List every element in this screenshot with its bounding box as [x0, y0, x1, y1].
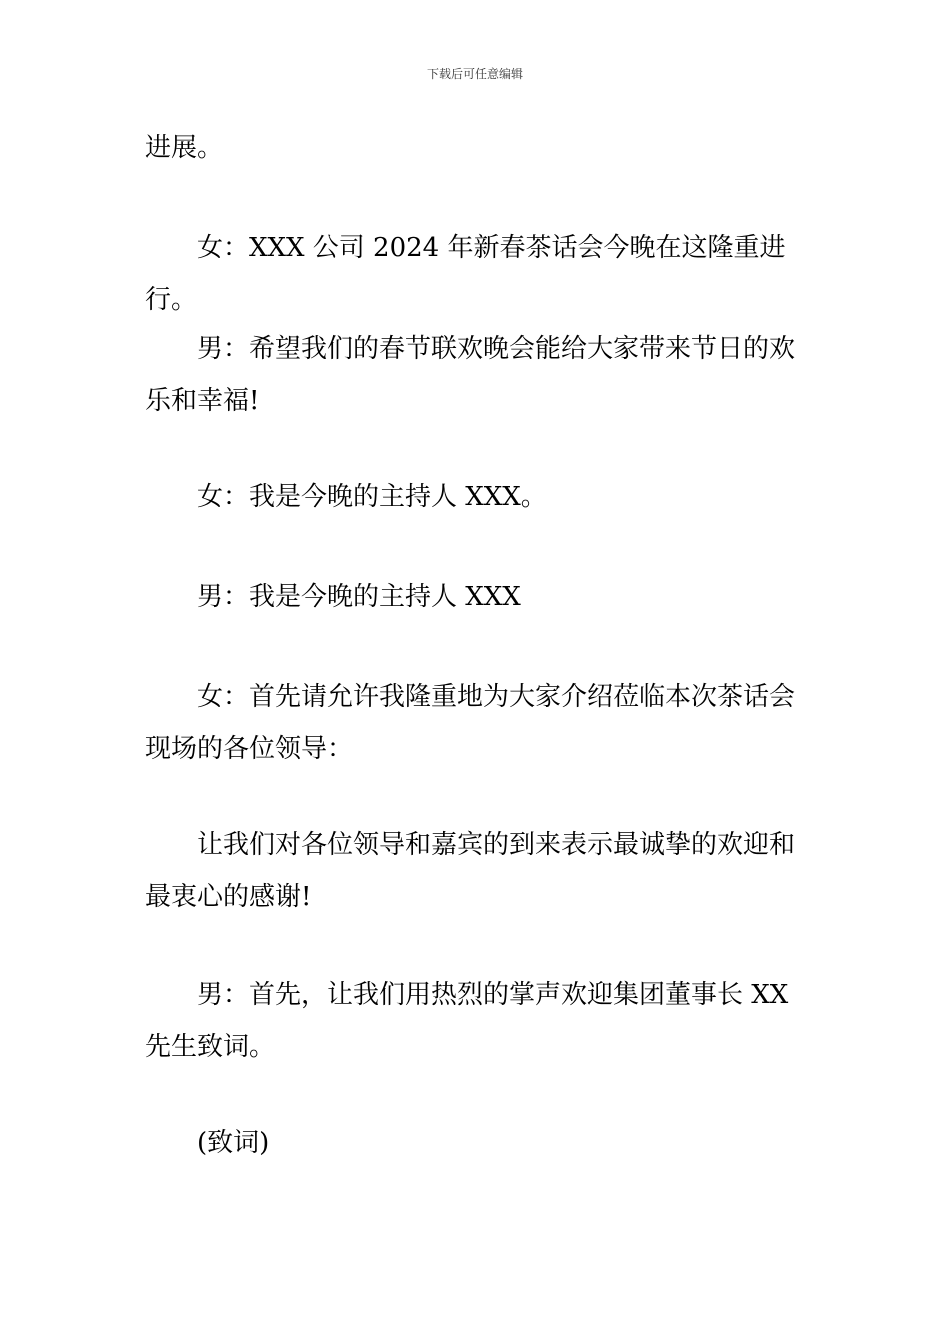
- paragraph-female-host: 女：我是今晚的主持人 XXX。: [197, 482, 547, 512]
- paragraph-male-wish: 男：希望我们的春节联欢晚会能给大家带来节日的欢乐和幸福!: [145, 334, 796, 416]
- paragraph-female-leaders: 女：首先请允许我隆重地为大家介绍莅临本次茶话会现场的各位领导：: [145, 682, 796, 764]
- page-header: 下载后可任意编辑: [426, 67, 523, 81]
- paragraph-welcome-thanks: 让我们对各位领导和嘉宾的到来表示最诚挚的欢迎和最衷心的感谢!: [145, 830, 796, 912]
- paragraph-continuation: 进展。: [145, 133, 224, 163]
- paragraph-female-intro: 女：XXX 公司 2024 年新春茶话会今晚在这隆重进行。: [145, 233, 786, 315]
- paragraph-male-chairman: 男：首先，让我们用热烈的掌声欢迎集团董事长 XX 先生致词。: [145, 980, 789, 1062]
- paragraph-speech-note: (致词): [197, 1128, 270, 1158]
- paragraph-male-host: 男：我是今晚的主持人 XXX: [197, 582, 521, 612]
